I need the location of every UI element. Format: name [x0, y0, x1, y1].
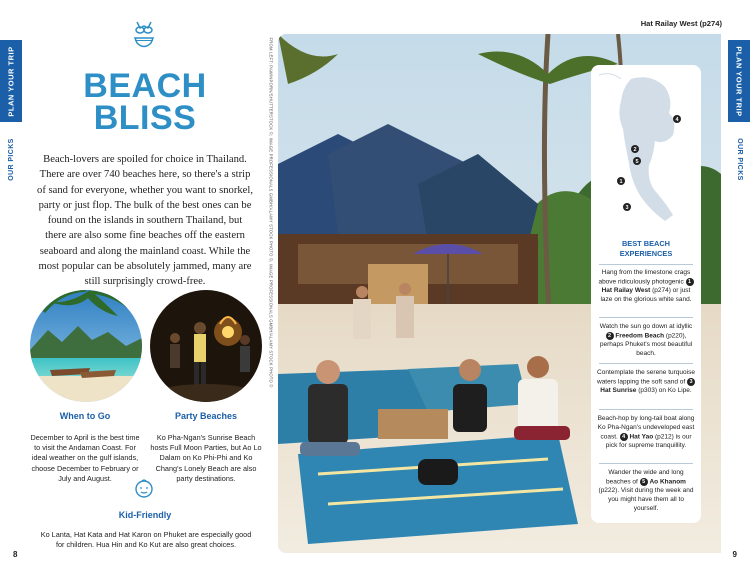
svg-text:4: 4 [675, 117, 679, 123]
swimsuit-icon [133, 20, 155, 52]
beach-circle-photo [30, 290, 142, 402]
best-beach-experiences-card [591, 65, 701, 523]
card-divider [599, 363, 693, 364]
marker-badge-5: 5 [640, 478, 648, 486]
beach-name-4: Hat Yao [629, 433, 654, 441]
when-to-go-heading: When to Go [59, 411, 111, 421]
card-divider [599, 463, 693, 464]
beach-name-2: Freedom Beach [615, 332, 665, 340]
map-marker-1[interactable] [617, 177, 625, 185]
svg-text:3: 3 [625, 205, 629, 211]
card-item-3: Contemplate the serene turquoise waters lapping the soft sand of 3 Hat Sunrise (p303) on Ko Lipe. [597, 369, 695, 395]
left-page-number: 8 [13, 550, 18, 559]
when-to-go-text: December to April is the best time to visit the Andaman Coast. For ideal weather on the gulf islands, choose December to February or July and August. [30, 433, 140, 483]
plan-your-trip-tab-right[interactable] [728, 40, 750, 122]
map-marker-5[interactable] [633, 157, 641, 165]
plan-your-trip-label: PLAN YOUR TRIP [6, 45, 16, 117]
beach-name-3: Hat Sunrise [600, 387, 637, 395]
card-title-line-2: EXPERIENCES [619, 249, 673, 258]
svg-text:2: 2 [633, 147, 637, 153]
card-title-line-1: BEST BEACH [621, 239, 671, 248]
baby-icon [133, 478, 155, 500]
card-title [591, 239, 701, 259]
photo-credit [266, 37, 276, 388]
kid-friendly-text: Ko Lanta, Hat Kata and Hat Karon on Phuket are especially good for children. Hua Hin and Ko Kut are also great choices. [40, 530, 252, 550]
our-picks-label: OUR PICKS [7, 137, 15, 181]
top-location-link[interactable]: Hat Railay West (p274) [640, 19, 722, 28]
beach-name-1: Hat Railay West [601, 287, 651, 295]
photo-credit-text: FROM LEFT: PAWINPORN/SHUTTERSTOCK ©; IMAGE PROFESSIONALS GMBH/ALAMY STOCK PHOTO ©; IMAGE PROFESSIONALS GMBH/ALAMY STOCK PHOTO © [268, 37, 274, 388]
marker-badge-2: 2 [606, 332, 614, 340]
left-side-tab [0, 0, 22, 577]
page-title [40, 67, 250, 137]
our-picks-label-right: OUR PICKS [735, 137, 743, 181]
card-divider [599, 317, 693, 318]
card-item-2: Watch the sun go down at idyllic 2 Freedom Beach (p220), perhaps Phuket's most beautiful beach. [599, 323, 693, 358]
right-page-number: 9 [732, 550, 737, 559]
marker-badge-3: 3 [687, 378, 695, 386]
marker-badge-4: 4 [620, 433, 628, 441]
card-divider [599, 409, 693, 410]
svg-text:5: 5 [635, 159, 639, 165]
marker-badge-1: 1 [686, 278, 694, 286]
map-marker-4[interactable] [673, 115, 681, 123]
thailand-map [591, 65, 701, 235]
intro-paragraph: Beach-lovers are spoiled for choice in Thailand. There are over 740 beaches here, so there's a strip of sand for everyone, whether you want to snorkel, party or just flop. The bulk of the best ones can be found on the islands in southern Thailand, but there are also some fine beaches off the eastern seaboard and along the mainland coast. While the most popular can be absolutely jammed, many are still surprisingly crowd-free. [37, 154, 253, 288]
party-beaches-text: Ko Pha-Ngan's Sunrise Beach hosts Full Moon Parties, but Ao Lo Dalam on Ko Phi-Phi and Ko Chang's Lonely Beach are also party destinations. [150, 433, 262, 483]
party-beaches-heading: Party Beaches [174, 411, 238, 421]
card-item-4: Beach-hop by long-tail boat along Ko Pha-Ngan's undeveloped east coast. 4 Hat Yao (p212) is our pick for supreme tranquillity. [597, 415, 695, 450]
kid-friendly-heading: Kid-Friendly [118, 510, 172, 520]
title-line-1: BEACH [83, 67, 207, 105]
beach-name-5: Ao Khanom [649, 478, 686, 486]
plan-your-trip-label-right: PLAN YOUR TRIP [734, 45, 744, 117]
svg-text:1: 1 [619, 179, 623, 185]
right-side-tab [728, 0, 750, 577]
title-line-2: BLISS [93, 99, 197, 137]
plan-your-trip-tab[interactable] [0, 40, 22, 122]
our-picks-tab-right[interactable] [728, 124, 750, 194]
party-circle-photo [150, 290, 262, 402]
map-marker-3[interactable] [623, 203, 631, 211]
map-marker-2[interactable] [631, 145, 639, 153]
card-divider [599, 264, 693, 265]
our-picks-tab[interactable] [0, 124, 22, 194]
card-item-5: Wander the wide and long beaches of 5 Ao Khanom (p222). Visit during the week and you might have them all to yourself. [598, 469, 694, 512]
card-item-1: Hang from the limestone crags above ridiculously photogenic 1 Hat Railay West (p274) or just laze on the glorious white sand. [597, 269, 695, 305]
